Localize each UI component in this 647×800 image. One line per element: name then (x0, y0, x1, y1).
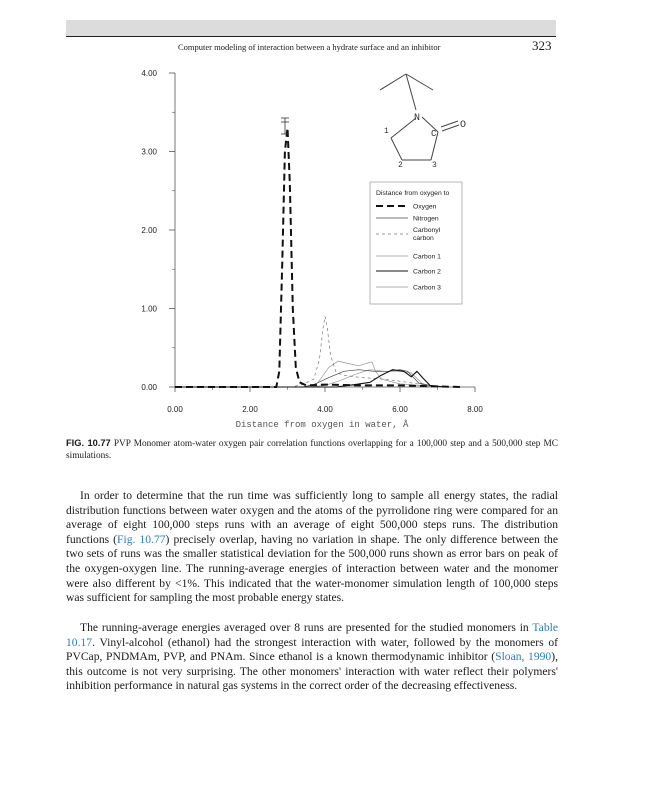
paragraph-text: ), this outcome is not very surprising. The other monomers' interaction with water reflect their polymers' inhibition performance in natural gas systems in the correct order of the decreasing effectiveness. (66, 650, 558, 693)
legend-label: Carbon 2 (413, 268, 441, 276)
body-paragraph-1 (66, 489, 558, 606)
series-line-carbonyl-carbon (175, 316, 438, 387)
page-number: 323 (532, 38, 552, 53)
caption-text: PVP Monomer atom-water oxygen pair correlation functions overlapping for a 100,000 step and a 500,000 step MC simulations. (66, 439, 558, 461)
series-line-carbon-1 (175, 361, 438, 387)
atom-label-1: 1 (384, 127, 389, 136)
atom-label-n: N (414, 113, 421, 124)
figure-caption (66, 437, 558, 462)
atom-label-o: O (460, 120, 467, 131)
x-tick-label: 4.00 (317, 405, 333, 414)
legend-label: Carbon 1 (413, 253, 441, 261)
paragraph-text: . Vinyl-alcohol (ethanol) had the strongest interaction with water, followed by the monomers of PVCap, PNDMAm, PVP, and PNAm. Since ethanol is a known thermodynamic inhibitor ( (66, 635, 558, 664)
paragraph-text: The running-average energies averaged over 8 runs are presented for the studied monomers in (80, 621, 533, 634)
legend-label: Carbonyl carbon (413, 227, 441, 242)
y-tick-label: 2.00 (141, 226, 157, 235)
y-tick-label: 4.00 (141, 69, 157, 78)
running-title: Computer modeling of interaction between a hydrate surface and an inhibitor (178, 42, 441, 52)
x-tick-label: 0.00 (167, 405, 183, 414)
legend (370, 182, 462, 304)
atom-label-c: C (431, 129, 437, 139)
x-tick-label: 6.00 (392, 405, 408, 414)
atom-label-2: 2 (398, 161, 403, 170)
legend-title: Distance from oxygen to (376, 190, 450, 197)
legend-label: Nitrogen (413, 215, 439, 223)
table-link[interactable]: Table 10.17 (66, 621, 558, 649)
x-tick-label: 2.00 (242, 405, 258, 414)
paragraph-text: In order to determine that the run time was sufficiently long to sample all energy states, the radial distribution functions between water oxygen and the atoms of the pyrrolidone ring were compared for an average of eight 100,000 steps runs with an average of eight 500,000 steps runs. The distribution functions ( (66, 489, 558, 546)
y-tick-label: 0.00 (141, 383, 157, 392)
citation-link[interactable]: Sloan, 1990 (495, 650, 552, 664)
x-tick-label: 8.00 (467, 405, 483, 414)
legend-label: Oxygen (413, 203, 437, 211)
legend-label: Carbon 3 (413, 284, 441, 292)
atom-label-3: 3 (432, 161, 437, 170)
x-axis-label: Distance from oxygen in water, Å (235, 420, 409, 430)
y-tick-label: 3.00 (141, 147, 157, 157)
paragraph-text: ) precisely overlap, having no variation in shape. The only difference between the two sets of runs was the smaller statistical deviation for the 500,000 runs shown as error bars on peak of the oxygen-oxygen line. The running-average energies of interaction between water and the monomer were also different by <1%. This indicated that the water-monomer simulation length of 100,000 steps was sufficient for sampling the most probable energy states. (66, 532, 558, 605)
caption-label: FIG. 10.77 (66, 438, 111, 448)
y-tick-label: 1.00 (141, 304, 157, 314)
figure-link[interactable]: Fig. 10.77 (117, 532, 166, 546)
body-paragraph-2 (66, 621, 558, 694)
